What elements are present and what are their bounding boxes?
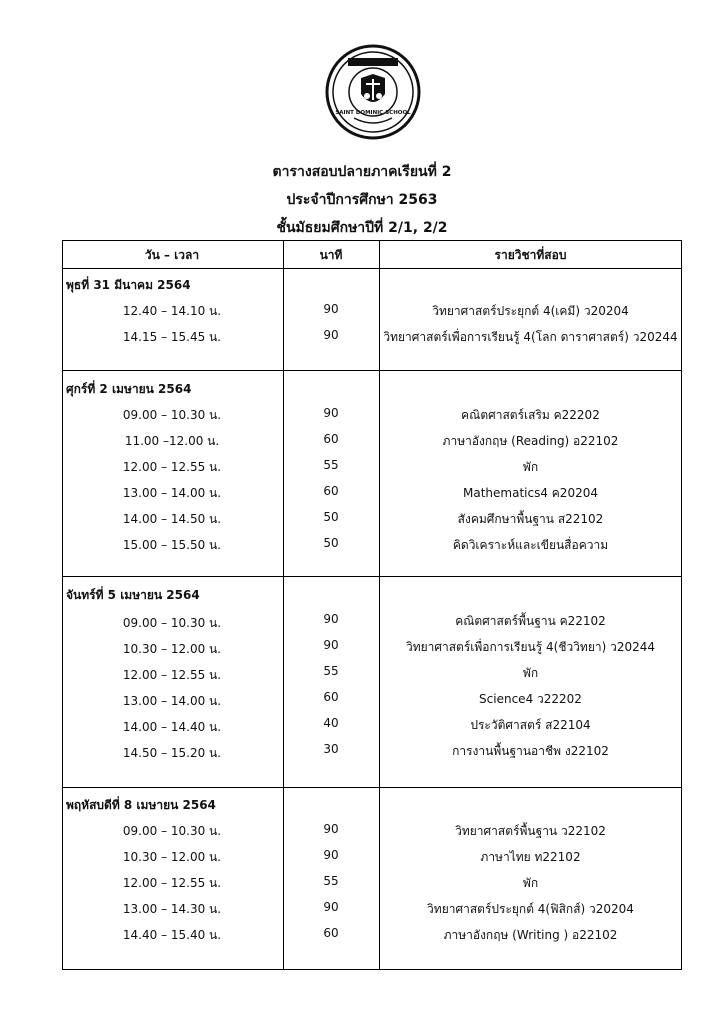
exam-subject: ภาษาอังกฤษ (Reading) อ22102 xyxy=(442,434,619,448)
row-divider xyxy=(62,268,682,269)
exam-subject: ภาษาอังกฤษ (Writing ) อ22102 xyxy=(443,928,618,942)
exam-subject: พัก xyxy=(522,460,539,474)
exam-minutes: 55 xyxy=(323,664,339,678)
exam-subject: สังคมศึกษาพื้นฐาน ส22102 xyxy=(457,512,604,526)
exam-subject: ประวัติศาสตร์ ส22104 xyxy=(470,718,591,732)
row-divider xyxy=(62,787,682,788)
exam-minutes: 50 xyxy=(323,536,339,550)
title-line-1: ตารางสอบปลายภาคเรียนที่ 2 xyxy=(272,164,452,180)
exam-subject: วิทยาศาสตร์พื้นฐาน ว22102 xyxy=(455,824,606,838)
exam-time: 13.00 – 14.30 น. xyxy=(122,902,222,916)
school-seal-logo xyxy=(324,44,422,140)
exam-minutes: 90 xyxy=(323,900,339,914)
exam-minutes: 55 xyxy=(323,458,339,472)
svg-text:SAINT DOMINIC SCHOOL: SAINT DOMINIC SCHOOL xyxy=(335,110,411,116)
exam-minutes: 60 xyxy=(323,690,339,704)
exam-time: 09.00 – 10.30 น. xyxy=(122,408,222,422)
exam-minutes: 90 xyxy=(323,822,339,836)
exam-minutes: 30 xyxy=(323,742,339,756)
exam-minutes: 90 xyxy=(323,406,339,420)
exam-minutes: 90 xyxy=(323,638,339,652)
exam-time: 12.00 – 12.55 น. xyxy=(122,668,222,682)
exam-subject: Mathematics4 ค20204 xyxy=(463,486,598,500)
exam-time: 09.00 – 10.30 น. xyxy=(122,616,222,630)
exam-subject: พัก xyxy=(522,666,539,680)
exam-time: 13.00 – 14.00 น. xyxy=(122,694,222,708)
exam-subject: วิทยาศาสตร์เพื่อการเรียนรู้ 4(ชีววิทยา) ว20244 xyxy=(405,640,656,654)
exam-subject: การงานพื้นฐานอาชีพ ง22102 xyxy=(452,744,609,758)
exam-subject: คณิตศาสตร์เสริม ค22202 xyxy=(461,408,600,422)
exam-subject: คิดวิเคราะห์และเขียนสื่อความ xyxy=(452,538,609,552)
exam-time: 15.00 – 15.50 น. xyxy=(122,538,222,552)
exam-minutes: 60 xyxy=(323,432,339,446)
exam-time: 14.50 – 15.20 น. xyxy=(122,746,222,760)
exam-minutes: 90 xyxy=(323,848,339,862)
exam-time: 12.40 – 14.10 น. xyxy=(122,304,222,318)
exam-minutes: 40 xyxy=(323,716,339,730)
exam-subject: Science4 ว22202 xyxy=(479,692,582,706)
day-label: จันทร์ที่ 5 เมษายน 2564 xyxy=(66,588,200,602)
day-label: ศุกร์ที่ 2 เมษายน 2564 xyxy=(66,382,192,396)
exam-subject: ภาษาไทย ท22102 xyxy=(480,850,581,864)
exam-time: 10.30 – 12.00 น. xyxy=(122,642,222,656)
exam-minutes: 55 xyxy=(323,874,339,888)
exam-subject: วิทยาศาสตร์ประยุกต์ 4(ฟิสิกส์) ว20204 xyxy=(427,902,634,916)
header-subject: รายวิชาที่สอบ xyxy=(494,248,567,262)
exam-subject: พัก xyxy=(522,876,539,890)
header-minutes: นาที xyxy=(319,248,343,262)
day-label: พฤหัสบดีที่ 8 เมษายน 2564 xyxy=(66,798,216,812)
exam-time: 10.30 – 12.00 น. xyxy=(122,850,222,864)
exam-time: 12.00 – 12.55 น. xyxy=(122,876,222,890)
day-label: พุธที่ 31 มีนาคม 2564 xyxy=(66,278,191,292)
exam-time: 14.40 – 15.40 น. xyxy=(122,928,222,942)
row-divider xyxy=(62,576,682,577)
exam-subject: คณิตศาสตร์พื้นฐาน ค22102 xyxy=(455,614,606,628)
exam-minutes: 60 xyxy=(323,484,339,498)
exam-time: 09.00 – 10.30 น. xyxy=(122,824,222,838)
exam-time: 14.00 – 14.40 น. xyxy=(122,720,222,734)
exam-time: 11.00 –12.00 น. xyxy=(124,434,220,448)
title-line-3: ชั้นมัธยมศึกษาปีที่ 2/1, 2/2 xyxy=(276,220,448,236)
exam-time: 12.00 – 12.55 น. xyxy=(122,460,222,474)
row-divider xyxy=(62,370,682,371)
exam-minutes: 90 xyxy=(323,302,339,316)
title-line-2: ประจำปีการศึกษา 2563 xyxy=(286,192,438,208)
exam-time: 13.00 – 14.00 น. xyxy=(122,486,222,500)
header-time: วัน – เวลา xyxy=(144,248,200,262)
exam-time: 14.15 – 15.45 น. xyxy=(122,330,222,344)
exam-subject: วิทยาศาสตร์เพื่อการเรียนรู้ 4(โลก ดาราศาสตร์) ว20244 xyxy=(383,330,678,344)
exam-minutes: 90 xyxy=(323,612,339,626)
exam-time: 14.00 – 14.50 น. xyxy=(122,512,222,526)
exam-minutes: 50 xyxy=(323,510,339,524)
exam-minutes: 60 xyxy=(323,926,339,940)
exam-subject: วิทยาศาสตร์ประยุกต์ 4(เคมี) ว20204 xyxy=(432,304,629,318)
exam-minutes: 90 xyxy=(323,328,339,342)
